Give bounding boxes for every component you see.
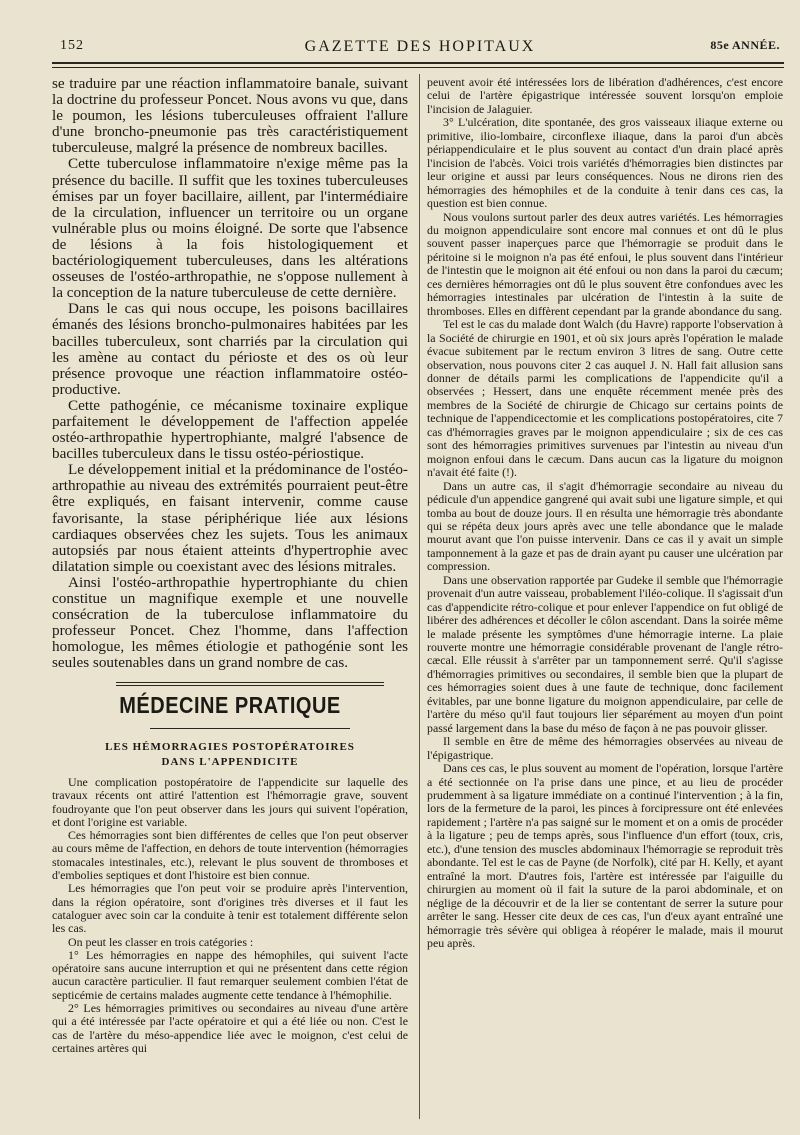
left-column-bottom (52, 776, 408, 1055)
paragraph: 1° Les hémorragies en nappe des hémophiles, qui suivent l'acte opératoire sans aucune interruption et qui ne présentent dans cette région aucun caractère particulier. Il faut remarquer seulement combien l'état de septicémie de certains malades augmente cette tendance à l'hémophilie. (52, 947, 408, 1002)
column-divider (419, 74, 420, 1119)
journal-title: GAZETTE DES HOPITAUX (304, 38, 536, 55)
page-header (60, 38, 780, 58)
year-label: 85e ANNÉE. (710, 38, 780, 52)
paragraph: Une complication postopératoire de l'appendicite sur laquelle des travaux récents ont attiré l'attention est l'hémorragie grave, souvent foudroyante que l'on peut observer dans les jours qui suivent l'opération, et dont l'origine est variable. (52, 775, 408, 829)
article-title-line: LES HÉMORRAGIES POSTOPÉRATOIRES (105, 741, 355, 753)
right-column (427, 76, 783, 950)
paragraph: 2° Les hémorragies primitives ou secondaires au niveau d'une artère qui a été intéressée par l'acte opératoire et qui a été liée ou non. C'est le cas de l'artère du méso-appendice liée avec le moignon, c'est celui de certaines artères qui (52, 1001, 408, 1055)
header-rule (52, 62, 784, 64)
section-rule (116, 685, 384, 686)
paragraph: Dans un autre cas, il s'agit d'hémorragie secondaire au niveau du pédicule d'un appendice gangrené qui avait subi une ligature simple, et qui tomba au bout de douze jours. Il en résulta une hémorragie très abondante qui se répéta deux jours après avec une telle abondance que le malade mourut avant que l'on puisse intervenir. Dans ce cas il y avait un simple tamponnement à la gaze et pas de drain ayant pu causer une ulcération par compression. (427, 478, 783, 574)
section-title: MÉDECINE PRATIQUE (119, 693, 341, 719)
left-column-top (52, 76, 408, 671)
paragraph: Dans une observation rapportée par Gudeke il semble que l'hémorragie provenait d'un autre vaisseau, probablement l'iléo-colique. Il s'agissait d'un cas d'appendicite rétro-colique et pour enlever l'appendice on fut obligé de libérer des adhérences et décoller le côlon ascendant. Dans la soirée même le malade présente les symptômes d'une hémorragie interne. La plaie rouverte montre une hémorragie considérable provenant de l'angle rétro-cæcal. Elle réussit à s'arrêter par un tamponnement serré. Qu'il s'agisse d'hémorragies primitives ou secondaires, il semble bien que la plupart de ces hémorragies soient dues à une faute de technique, donc facilement évitables, par une bonne ligature du moignon appendiculaire, par celle de l'artère du méso qu'il faut toujours lier séparément au moyen d'un point passé largement dans la base du méso de façon à ne pas pouvoir glisser. (427, 572, 783, 735)
page-number: 152 (60, 38, 84, 53)
paragraph: Ainsi l'ostéo-arthropathie hypertrophiante du chien constitue un magnifique exemple et une nouvelle consécration de la tuberculose inflammatoire du professeur Poncet. Chez l'homme, dans l'affection homologue, les mêmes étiologie et pathogénie sont les seules soutenables dans un grand nombre de cas. (52, 573, 408, 672)
paragraph: Tel est le cas du malade dont Walch (du Havre) rapporte l'observation à la Société de chirurgie en 1901, et où six jours après l'opération le malade évacue subitement par le rectum environ 3 litres de sang. Outre cette observation, nous pouvons citer 2 cas auquel J. N. Hall fait allusion sans donner de détails parmi les complications de l'appendicite qu'il a observées ; Hessert, dans une enquête récemment menée près des membres de la Société de chirurgie de Chicago sur certains points de technique de l'appendicectomie et les complications postopératoires, cite 7 cas d'hémorragies graves par le moignon appendiculaire ; six de ces cas sont des hémorragies primitives survenues par l'intestin au niveau d'un moignon enfoui dans le cæcum. Dans aucun cas la ligature du moignon n'avait été faite (!). (427, 317, 783, 480)
paragraph: se traduire par une réaction inflammatoire banale, suivant la doctrine du professeur Poncet. Nous avons vu que, dans le poumon, les lésions tuberculeuses offraient l'allure d'une broncho-pneumonie pas très caractéristiquement tuberculeuse, malgré la présence de nombreux bacilles. (52, 75, 408, 157)
section-rule (150, 728, 350, 729)
paragraph: Le développement initial et la prédominance de l'ostéo-arthropathie au niveau des extrémités pourraient peut-être être expliqués, en faisant intervenir, comme cause favorisante, la stase périphérique liée aux lésions cardiaques observées chez les sujets. Tous les animaux autopsiés par nous étaient atteints d'hypertrophie avec dilatation simple ou coexistant avec des lésions mitrales. (52, 461, 408, 575)
paragraph: Ces hémorragies sont bien différentes de celles que l'on peut observer au cours même de l'affection, en dehors de toute intervention (hémorragies stomacales intestinales, etc.), relevant le plus souvent de thromboses et d'embolies septiques et dont l'histoire est bien connue. (52, 828, 408, 883)
section-rule (116, 682, 384, 683)
article-title-line: DANS L'APPENDICITE (161, 756, 299, 768)
paragraph: peuvent avoir été intéressées lors de libération d'adhérences, c'est encore celui de l'artère épigastrique intéressée souvent lorsqu'on emploie l'incision de Jalaguier. (427, 75, 783, 116)
paragraph: Cette tuberculose inflammatoire n'exige même pas la présence du bacille. Il suffit que les toxines tuberculeuses émises par un foyer bacillaire, aillent, par l'intermédiaire de la circulation, influencer un territoire ou un organe vulnérable plus ou moins éloigné. De sorte que l'absence de lésions à la fois histologiquement et bactériologiquement tuberculeuses, dans les altérations osseuses de l'ostéo-arthropathie, ne s'oppose nullement à la conception de la nature tuberculeuse de cette dernière. (52, 155, 408, 302)
header-rule-thin (52, 67, 784, 68)
paragraph: Il semble en être de même des hémorragies observées au niveau de l'épigastrique. (427, 734, 783, 762)
article-title (52, 740, 408, 770)
paragraph: Les hémorragies que l'on peut voir se produire après l'intervention, dans la région opératoire, sont d'origines très diverses et il faut les cataloguer avec soin car la conduite à tenir est totalement différente selon les cas. (52, 881, 408, 936)
paragraph: Nous voulons surtout parler des deux autres variétés. Les hémorragies du moignon appendiculaire sont encore mal connues et ont dû le plus souvent passer inaperçues parce que l'hémorragie se produit dans le péritoine si le moignon n'a pas été enfoui, le plus souvent dans l'intérieur de l'intestin que le moignon ait été enfoui ou non dans la paroi du cæcum; ces dernières hémorragies ont dû le plus souvent être confondues avec les hémorragies intestinales par ulcération de l'intestin à la suite de thromboses. Elles en diffèrent cependant par la grande abondance du sang. (427, 209, 783, 318)
paragraph: On peut les classer en trois catégories : (68, 934, 254, 949)
paragraph: 3° L'ulcération, dite spontanée, des gros vaisseaux iliaque externe ou primitive, ilio-lombaire, circonflexe iliaque, dans la paroi d'un abcès périappendiculaire et le plus souvent au contact d'un drain placé après l'incision de l'abcès. Voici trois variétés d'hémorragies bien distinctes par leur origine et aussi par leurs conséquences. Nous ne dirons rien des hémorragies des hémophiles et de la conduite à tenir dans ces cas, la question est bien connue. (427, 115, 783, 211)
paragraph: Cette pathogénie, ce mécanisme toxinaire explique parfaitement le développement de l'affection appelée ostéo-arthropathie hypertrophiante, malgré l'absence de bacilles tuberculeux dans le tissu ostéo-périostique. (52, 396, 408, 463)
paragraph: Dans ces cas, le plus souvent au moment de l'opération, lorsque l'artère a été sectionnée on l'a prise dans une pince, et au lieu de procéder prudemment à sa ligature immédiate on a continué l'intervention ; à la fin, lors de la fermeture de la paroi, les pinces à forcipressure ont été enlevées rapidement ; l'artère n'a pas saigné sur le moment et on a omis de procéder à la ligature ; peu de temps après, sous l'influence d'un effort (toux, cris, etc.), d'une tension des muscles abdominaux l'hémorragie se reproduit très abondante. Tel est le cas de Payne (de Norfolk), cité par H. Kelly, et ayant entraîné la mort. D'autres fois, l'artère est intéressée par l'aiguille du chirurgien au moment où il fait la suture de la paroi abdominale, et on néglige de la découvrir et de la lier se contentant de serrer la suture pour arrêter le sang. Hesser cite deux de ces cas, l'un d'eux ayant entraîné une hémorragie très sévère qui obligea à réopérer le malade, mais il mourut peu après. (427, 761, 783, 950)
paragraph: Dans le cas qui nous occupe, les poisons bacillaires émanés des lésions broncho-pulmonaires habitées par les bacilles tuberculeux, sont charriés par la circulation qui les amène au contact du périoste et des os où leur présence provoque une réaction inflammatoire ostéo-productive. (52, 300, 408, 398)
